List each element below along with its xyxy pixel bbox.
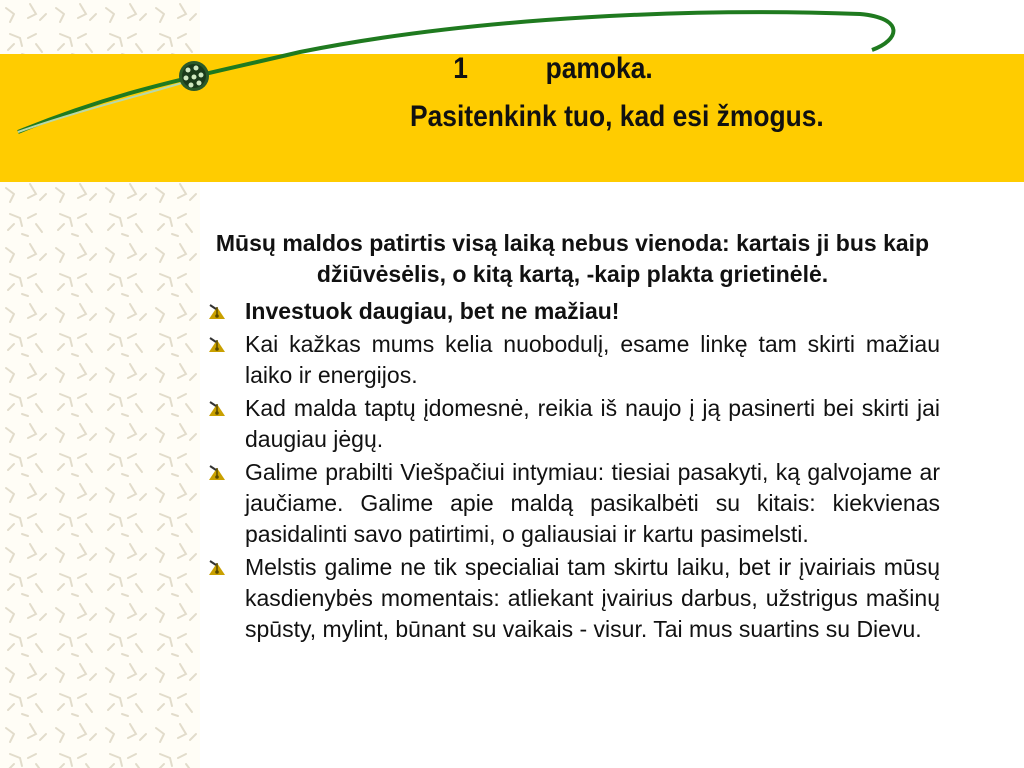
list-item bbox=[205, 329, 940, 391]
pen-nib-icon bbox=[207, 464, 227, 482]
bullet-text: Kai kažkas mums kelia nuobodulį, esame linkę tam skirti mažiau laiko ir energijos. bbox=[245, 331, 940, 388]
swoosh-tail bbox=[18, 80, 192, 132]
slide-content bbox=[205, 228, 940, 647]
intro-paragraph: Mūsų maldos patirtis visą laiką nebus vienoda: kartais ji bus kaip džiūvėsėlis, o kitą kartą, -kaip plakta grietinėlė. bbox=[215, 230, 930, 287]
lesson-word: pamoka. bbox=[545, 52, 653, 85]
pen-nib-icon bbox=[207, 303, 227, 321]
list-item bbox=[205, 552, 940, 645]
dotted-circle-icon bbox=[179, 61, 209, 91]
pen-nib-icon bbox=[207, 400, 227, 418]
pen-nib-icon bbox=[207, 559, 227, 577]
list-item bbox=[205, 296, 940, 327]
bullet-text: Melstis galime ne tik specialiai tam skirtu laiku, bet ir įvairiais mūsų kasdienybės momentais: atliekant įvairius darbus, užstrigus mašinų spūsty, mylint, būnant su vaikais - visur. Tai mus suartins su Dievu. bbox=[245, 554, 940, 642]
pen-nib-icon bbox=[207, 336, 227, 354]
bullet-text: Kad malda taptų įdomesnė, reikia iš naujo į ją pasinerti bei skirti jai daugiau jėgų. bbox=[245, 395, 940, 452]
list-item bbox=[205, 393, 940, 455]
bullet-text: Investuok daugiau, bet ne mažiau! bbox=[245, 298, 620, 324]
slide-subtitle: Pasitenkink tuo, kad esi žmogus. bbox=[410, 100, 824, 133]
bullet-text: Galime prabilti Viešpačiui intymiau: tiesiai pasakyti, ką galvojame ar jaučiame. Galime apie maldą pasikalbėti su kitais: kiekvienas pasidalinti savo patirtimi, o galiausiai ir kartu pasimelsti. bbox=[245, 459, 940, 547]
bullet-list bbox=[205, 296, 940, 645]
lesson-number: 1 bbox=[453, 52, 468, 85]
list-item bbox=[205, 457, 940, 550]
